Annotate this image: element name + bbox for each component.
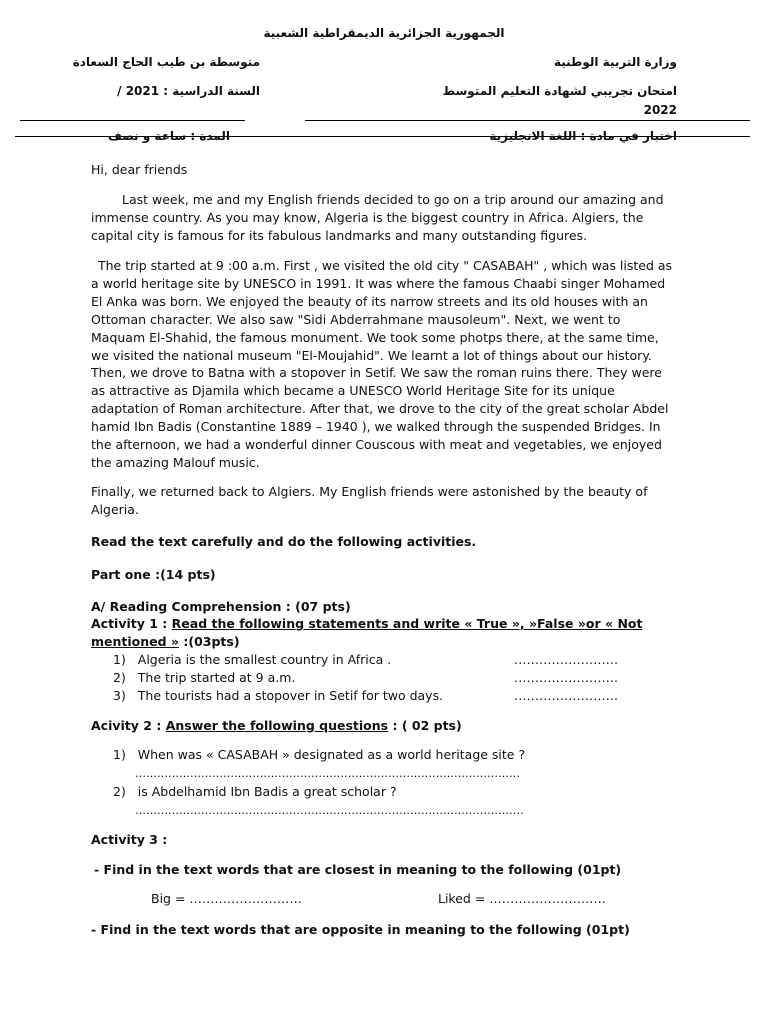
paragraph-3: Finally, we returned back to Algiers. My English friends were astonished by the beauty of Algeria. <box>91 484 648 517</box>
activity-2-question: 1) When was « CASABAH » designated as a world heritage site ? <box>113 747 526 762</box>
header-divider-left <box>20 120 245 121</box>
activity-1-item: 3) The tourists had a stopover in Setif for two days. <box>113 688 444 703</box>
school-year: السنة الدراسية : 2021 / <box>117 84 260 98</box>
paragraph-2: The trip started at 9 :00 a.m. First , we visited the old city " CASABAH" , which was listed as a world heritage site by UNESCO in 1991. It was where the famous Chaabi singer Mohamed El Anka was born. We enjoyed the beauty of its narrow streets and its old houses with an Ottoman character. We also saw "Sidi Abderrahmane mausoleum". Next, we went to Maquam El-Shahid, the famous monument. We took some photps there, at the same time, we visited the national museum "El-Moujahid". We learnt a lot of things about our history. Then, we drove to Batna with a stopover in Setif. We saw the roman ruins there. They were as attractive as Djamila which became a UNESCO World Heritage Site for its unique adaptation of Roman architecture. After that, we drove to the city of the great scholar Abdel hamid Ibn Badis (Constantine 1889 – 1940 ), we walked through the suspended Bridges. In the afternoon, we had a wonderful dinner Couscous with meat and vegetables, we enjoyed the amazing Malouf music. <box>91 258 673 470</box>
republic-title: الجمهورية الجزائرية الديمقراطية الشعبية <box>263 26 505 40</box>
activity-2-heading: Acivity 2 : Answer the following questions : ( 02 pts) <box>91 718 462 733</box>
read-instruction: Read the text carefully and do the following activities. <box>91 534 477 549</box>
answer-blank[interactable]: …………………………………………………………………………………………… <box>135 767 520 780</box>
synonym-liked[interactable]: Liked = ………………………. <box>438 891 606 906</box>
school-name: متوسطة بن طيب الحاج السعادة <box>72 55 260 69</box>
exam-title: امتحان تجريبي لشهادة التعليم المتوسط <box>442 84 677 98</box>
activity-3-task-synonyms: - Find in the text words that are closest in meaning to the following (01pt) <box>94 862 622 877</box>
activity-1-item: 2) The trip started at 9 a.m. <box>113 670 296 685</box>
activity-3-task-opposites: - Find in the text words that are opposite in meaning to the following (01pt) <box>91 922 630 937</box>
answer-blank[interactable]: ……………………………………………………………………………………………. <box>135 804 524 817</box>
part-one-heading: Part one :(14 pts) <box>91 567 216 582</box>
paragraph-1: Last week, me and my English friends decided to go on a trip around our amazing and immense country. As you may know, Algeria is the biggest country in Africa. Algiers, the capital city is famous for its fabulous landmarks and many outstanding figures. <box>91 192 664 243</box>
exam-duration: المدة : ساعة و نصف <box>107 129 230 143</box>
activity-1-heading: Activity 1 : Read the following statements and write « True », »False »or « Not <box>91 616 643 631</box>
answer-blank[interactable]: ……………………. <box>514 688 618 703</box>
synonym-big[interactable]: Big = ……………………… <box>151 891 302 906</box>
greeting: Hi, dear friends <box>91 162 188 177</box>
answer-blank[interactable]: ……………………. <box>514 652 618 667</box>
exam-year: 2022 <box>643 103 677 117</box>
activity-1-heading-cont: mentioned » :(03pts) <box>91 634 240 649</box>
answer-blank[interactable]: ……………………. <box>514 670 618 685</box>
ministry-name: وزارة التربية الوطنية <box>553 55 677 69</box>
header-divider-right <box>305 120 750 121</box>
exam-subject: اختبار في مادة : اللغة الانجليزية <box>489 129 677 143</box>
activity-2-question: 2) is Abdelhamid Ibn Badis a great scholar ? <box>113 784 397 799</box>
activity-3-heading: Activity 3 : <box>91 832 168 847</box>
activity-1-item: 1) Algeria is the smallest country in Africa . <box>113 652 392 667</box>
section-a-heading: A/ Reading Comprehension : (07 pts) <box>91 599 351 614</box>
